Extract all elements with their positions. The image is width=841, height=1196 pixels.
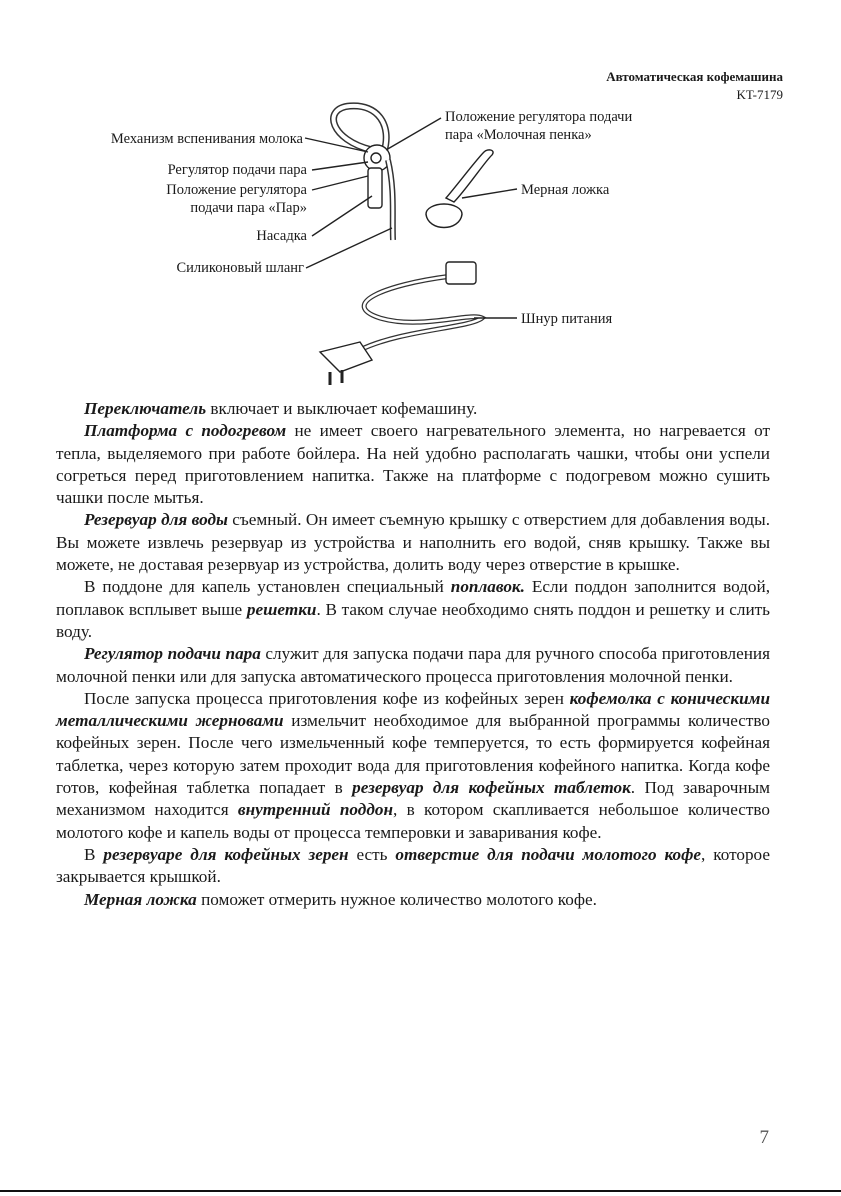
page-number: 7 — [759, 1127, 769, 1148]
paragraph-water-tank — [56, 509, 770, 576]
text: , в котором скапливается небольшое количество молотого кофе и капель воды от процесса темперовки и заваривания кофе. — [56, 800, 770, 842]
label-milk-foam-position-1: Положение регулятора подачи — [445, 109, 633, 125]
label-steam-position-1: Положение регулятора — [166, 182, 307, 198]
text: . В таком случае необходимо снять поддон и решетку и слить воду. — [56, 599, 770, 641]
text: , которое закрывается крышкой. — [56, 844, 770, 887]
label-steam-regulator: Регулятор подачи пара — [167, 162, 307, 178]
text: В поддоне для капель установлен специальный — [84, 577, 451, 597]
label-silicone-hose: Силиконовый шланг — [176, 260, 304, 276]
text: После запуска процесса приготовления кофе из кофейных зерен — [84, 688, 570, 708]
term: кофемолка с коническими металлическими жерновами — [56, 688, 771, 731]
body-text — [56, 398, 770, 911]
label-steam-position-2: подачи пара «Пар» — [190, 200, 307, 216]
paragraph-measuring-spoon — [56, 889, 770, 911]
label-milk-foam-position-2: пара «Молочная пенка» — [445, 127, 592, 143]
label-nozzle: Насадка — [256, 228, 307, 244]
header-title: Автоматическая кофемашина — [606, 69, 783, 84]
text: Если поддон заполнится водой, поплавок всплывет выше — [56, 577, 770, 619]
label-milk-frothing-mechanism: Механизм вспенивания молока — [110, 131, 303, 147]
text: не имеет своего нагревательного элемента, но нагревается от тепла, выделяемого при работе бойлера. На ней удобно располагать чашки, чтобы они успели согреться перед приготовлением напитка. Также на платформе с подогревом можно сушить чашки после мытья. — [56, 421, 770, 508]
term: Платформа с подогревом — [84, 421, 287, 441]
term: резервуаре для кофейных зерен — [103, 844, 349, 864]
term: внутренний поддон — [237, 800, 393, 820]
term: Регулятор подачи пара — [84, 644, 261, 664]
term: Мерная ложка — [84, 889, 197, 909]
paragraph-grinder — [56, 688, 770, 844]
text: . Под заварочным механизмом находится — [56, 778, 770, 820]
term: поплавок. — [450, 577, 525, 597]
paragraph-warming-platform — [56, 420, 770, 509]
text: поможет отмерить нужное количество молотого кофе. — [196, 889, 597, 909]
text: съемный. Он имеет съемную крышку с отверстием для добавления воды. Вы можете извлечь резервуар из устройства и наполнить его водой, сняв крышку. Также вы можете, не доставая резервуар из устройства, долить воду через отверстие в крышке. — [56, 510, 770, 575]
power-cord — [360, 276, 482, 350]
term: резервуар для кофейных таблеток — [352, 778, 631, 798]
text: В — [84, 844, 104, 864]
frother-nozzle — [368, 168, 382, 208]
header-model: KT-7179 — [736, 87, 783, 102]
label-power-cord: Шнур питания — [521, 311, 613, 327]
term: решетки — [246, 599, 317, 619]
term: Резервуар для воды — [84, 510, 228, 530]
paragraph-drip-tray — [56, 576, 770, 643]
term: отверстие для подачи молотого кофе — [395, 844, 702, 864]
text: служит для запуска подачи пара для ручного способа приготовления молочной пенки или для запуска автоматического процесса приготовления молочной пенки. — [56, 644, 770, 686]
term: Переключатель — [84, 399, 207, 418]
paragraph-bean-container — [56, 844, 770, 889]
paragraph-steam-regulator — [56, 643, 770, 688]
text: есть — [348, 844, 396, 864]
accessories-figure — [0, 0, 841, 400]
bottom-rule — [0, 1190, 841, 1192]
label-measuring-spoon: Мерная ложка — [521, 182, 610, 198]
text: измельчит необходимое для выбранной программы количество кофейных зерен. После чего измельченный кофе темперуется, то есть формируется кофейная таблетка, через которую затем проходит вода для приготовления кофейного напитка. Когда кофе готов, кофейная таблетка попадает в — [56, 711, 771, 798]
text: включает и выключает кофемашину. — [206, 399, 478, 418]
power-connector — [446, 262, 476, 284]
paragraph-switch — [56, 398, 770, 420]
